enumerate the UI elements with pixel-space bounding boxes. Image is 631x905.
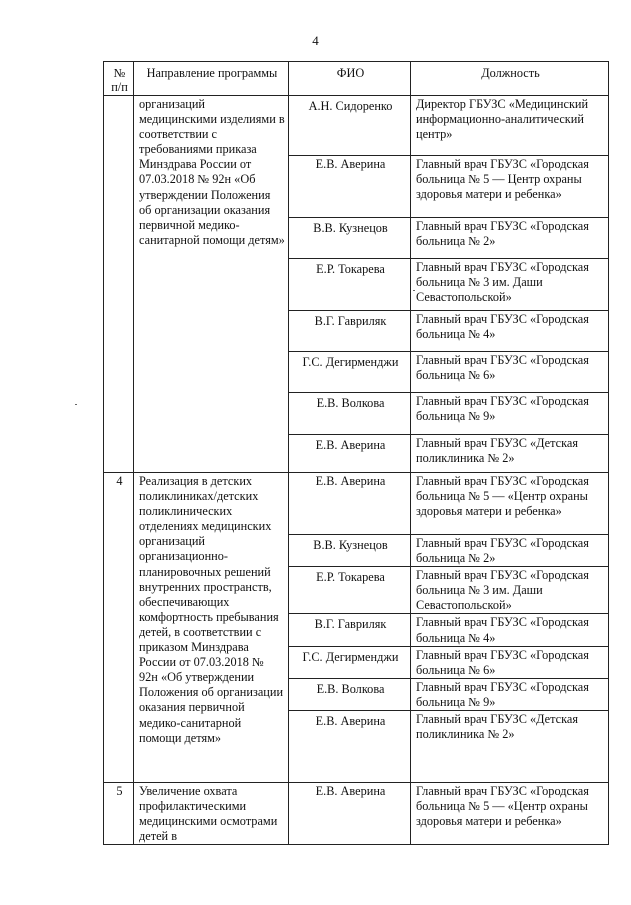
position-cell: Главный врач ГБУЗС «Детская поликлиника № 2» [411,435,609,473]
fio-cell: Е.В. Аверина [289,473,411,535]
position-cell: Главный врач ГБУЗС «Городская больница № 4» [411,311,609,352]
fio-cell: А.Н. Сидоренко [289,96,411,156]
section-direction: Увеличение охвата профилактическими медицинскими осмотрами детей в [134,783,289,845]
position-cell: Главный врач ГБУЗС «Городская больница № 2» [411,218,609,259]
position-cell: Главный врач ГБУЗС «Городская больница № 3 им. Даши Севастопольской» [411,259,609,311]
position-cell: Главный врач ГБУЗС «Городская больница № 2» [411,535,609,567]
position-cell: Главный врач ГБУЗС «Городская больница № 9» [411,678,609,710]
position-cell: Главный врач ГБУЗС «Городская больница № 5 — Центр охраны здоровья матери и ребенка» [411,156,609,218]
header-fio: ФИО [289,62,411,96]
section-direction: Реализация в детских поликлиниках/детских поликлинических отделениях медицинских организаций организационно-планировочных решений внутренних пространств, обеспечивающих комфортность пребывания детей, в соответствии с приказом Минздрава России от 07.03.2018 № 92н «Об утверждении Положения об организации оказания первичной медико-санитарной помощи детям» [134,473,289,783]
position-cell: Главный врач ГБУЗС «Городская больница № 6» [411,646,609,678]
section-direction: организаций медицинскими изделиями в соответствии с требованиями приказа Минздрава России от 07.03.2018 № 92н «Об утверждении Положения об организации оказания первичной медико-санитарной помощи детям» [134,96,289,473]
header-direction: Направление программы [134,62,289,96]
fio-cell: Е.В. Аверина [289,435,411,473]
fio-cell: Е.В. Волкова [289,393,411,435]
table-row [104,96,609,156]
fio-cell: Е.Р. Токарева [289,259,411,311]
fio-cell: В.В. Кузнецов [289,218,411,259]
table-row [104,473,609,535]
fio-cell: Г.С. Дегирменджи [289,352,411,393]
header-num: № п/п [104,62,134,96]
fio-cell: В.Г. Гавриляк [289,614,411,646]
scan-mark [413,290,415,291]
fio-cell: Е.В. Аверина [289,783,411,845]
section-num [104,96,134,473]
position-cell: Главный врач ГБУЗС «Городская больница № 9» [411,393,609,435]
page-number: 4 [312,33,319,48]
position-cell: Главный врач ГБУЗС «Городская больница № 4» [411,614,609,646]
position-cell: Главный врач ГБУЗС «Городская больница № 5 — «Центр охраны здоровья матери и ребенка» [411,783,609,845]
program-table [103,61,609,845]
fio-cell: Г.С. Дегирменджи [289,646,411,678]
position-cell: Главный врач ГБУЗС «Городская больница № 6» [411,352,609,393]
fio-cell: Е.В. Волкова [289,678,411,710]
fio-cell: Е.Р. Токарева [289,567,411,614]
section-num: 4 [104,473,134,783]
section-num: 5 [104,783,134,845]
table-header-row [104,62,609,96]
fio-cell: В.В. Кузнецов [289,535,411,567]
position-cell: Главный врач ГБУЗС «Городская больница № 3 им. Даши Севастопольской» [411,567,609,614]
table-row [104,783,609,845]
position-cell: Главный врач ГБУЗС «Детская поликлиника № 2» [411,711,609,783]
scan-mark [75,404,77,405]
position-cell: Главный врач ГБУЗС «Городская больница № 5 — «Центр охраны здоровья матери и ребенка» [411,473,609,535]
fio-cell: В.Г. Гавриляк [289,311,411,352]
fio-cell: Е.В. Аверина [289,711,411,783]
position-cell: Директор ГБУЗС «Медицинский информационно-аналитический центр» [411,96,609,156]
fio-cell: Е.В. Аверина [289,156,411,218]
header-position: Должность [411,62,609,96]
